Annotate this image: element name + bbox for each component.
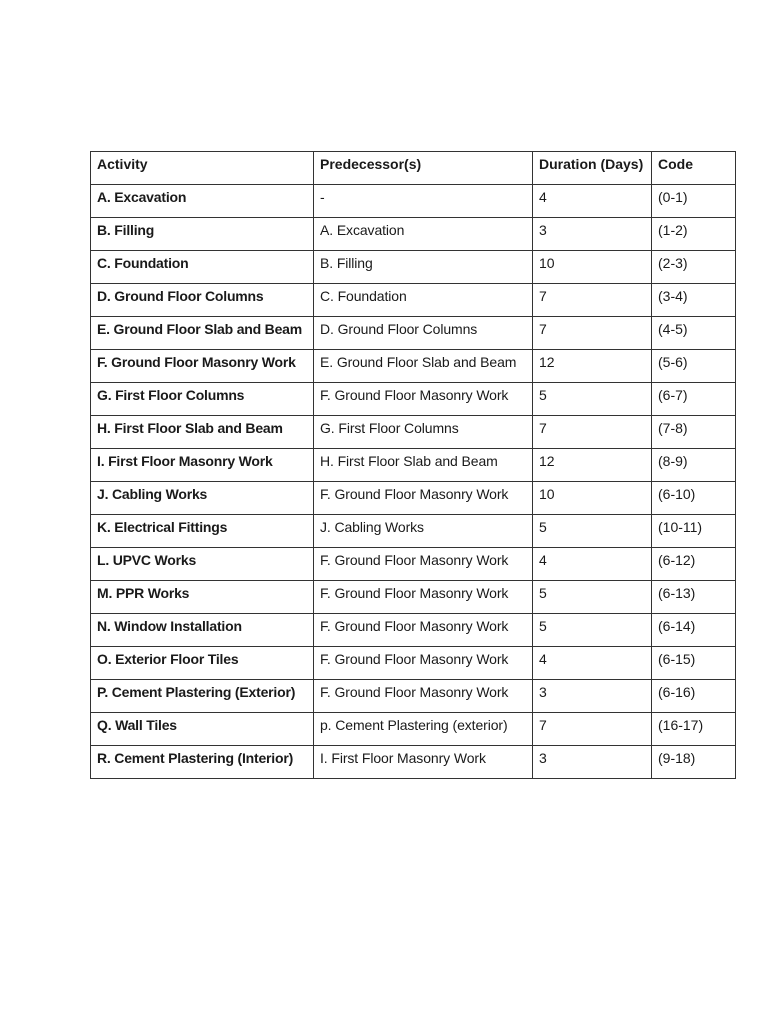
activity-name: O. Exterior Floor Tiles bbox=[91, 647, 314, 680]
activity-table bbox=[90, 151, 736, 779]
header-code: Code bbox=[652, 152, 736, 185]
activity-code: (16-17) bbox=[652, 713, 736, 746]
duration-value: 7 bbox=[533, 416, 652, 449]
predecessor-name: G. First Floor Columns bbox=[314, 416, 533, 449]
activity-code: (8-9) bbox=[652, 449, 736, 482]
activity-code: (6-14) bbox=[652, 614, 736, 647]
predecessor-name: D. Ground Floor Columns bbox=[314, 317, 533, 350]
table-row bbox=[91, 383, 736, 416]
predecessor-name: F. Ground Floor Masonry Work bbox=[314, 548, 533, 581]
activity-code: (6-12) bbox=[652, 548, 736, 581]
activity-name: M. PPR Works bbox=[91, 581, 314, 614]
activity-name: I. First Floor Masonry Work bbox=[91, 449, 314, 482]
activity-name: L. UPVC Works bbox=[91, 548, 314, 581]
activity-code: (10-11) bbox=[652, 515, 736, 548]
activity-code: (6-7) bbox=[652, 383, 736, 416]
predecessor-name: J. Cabling Works bbox=[314, 515, 533, 548]
duration-value: 12 bbox=[533, 449, 652, 482]
activity-name: G. First Floor Columns bbox=[91, 383, 314, 416]
predecessor-name: F. Ground Floor Masonry Work bbox=[314, 482, 533, 515]
duration-value: 3 bbox=[533, 680, 652, 713]
activity-name: D. Ground Floor Columns bbox=[91, 284, 314, 317]
activity-name: C. Foundation bbox=[91, 251, 314, 284]
predecessor-name: I. First Floor Masonry Work bbox=[314, 746, 533, 779]
activity-code: (6-10) bbox=[652, 482, 736, 515]
duration-value: 5 bbox=[533, 383, 652, 416]
duration-value: 5 bbox=[533, 581, 652, 614]
header-predecessor: Predecessor(s) bbox=[314, 152, 533, 185]
table-row bbox=[91, 416, 736, 449]
duration-value: 4 bbox=[533, 185, 652, 218]
activity-name: K. Electrical Fittings bbox=[91, 515, 314, 548]
activity-code: (6-16) bbox=[652, 680, 736, 713]
activity-name: N. Window Installation bbox=[91, 614, 314, 647]
predecessor-name: F. Ground Floor Masonry Work bbox=[314, 647, 533, 680]
predecessor-name: E. Ground Floor Slab and Beam bbox=[314, 350, 533, 383]
duration-value: 7 bbox=[533, 317, 652, 350]
table-row bbox=[91, 647, 736, 680]
table-row bbox=[91, 317, 736, 350]
duration-value: 12 bbox=[533, 350, 652, 383]
table-row bbox=[91, 746, 736, 779]
table-row bbox=[91, 185, 736, 218]
predecessor-name: - bbox=[314, 185, 533, 218]
table-row bbox=[91, 251, 736, 284]
predecessor-name: A. Excavation bbox=[314, 218, 533, 251]
activity-code: (6-13) bbox=[652, 581, 736, 614]
table-header-row bbox=[91, 152, 736, 185]
activity-code: (0-1) bbox=[652, 185, 736, 218]
predecessor-name: F. Ground Floor Masonry Work bbox=[314, 383, 533, 416]
activity-name: E. Ground Floor Slab and Beam bbox=[91, 317, 314, 350]
duration-value: 3 bbox=[533, 218, 652, 251]
activity-name: A. Excavation bbox=[91, 185, 314, 218]
duration-value: 7 bbox=[533, 284, 652, 317]
duration-value: 5 bbox=[533, 614, 652, 647]
activity-code: (9-18) bbox=[652, 746, 736, 779]
activity-name: Q. Wall Tiles bbox=[91, 713, 314, 746]
predecessor-name: F. Ground Floor Masonry Work bbox=[314, 614, 533, 647]
activity-code: (6-15) bbox=[652, 647, 736, 680]
activity-name: R. Cement Plastering (Interior) bbox=[91, 746, 314, 779]
table-row bbox=[91, 350, 736, 383]
activity-code: (4-5) bbox=[652, 317, 736, 350]
duration-value: 10 bbox=[533, 251, 652, 284]
header-activity: Activity bbox=[91, 152, 314, 185]
activity-code: (5-6) bbox=[652, 350, 736, 383]
header-duration: Duration (Days) bbox=[533, 152, 652, 185]
predecessor-name: H. First Floor Slab and Beam bbox=[314, 449, 533, 482]
activity-name: B. Filling bbox=[91, 218, 314, 251]
duration-value: 4 bbox=[533, 647, 652, 680]
table-row bbox=[91, 614, 736, 647]
predecessor-name: p. Cement Plastering (exterior) bbox=[314, 713, 533, 746]
duration-value: 4 bbox=[533, 548, 652, 581]
table-row bbox=[91, 680, 736, 713]
duration-value: 3 bbox=[533, 746, 652, 779]
activity-code: (7-8) bbox=[652, 416, 736, 449]
activity-code: (3-4) bbox=[652, 284, 736, 317]
activity-name: F. Ground Floor Masonry Work bbox=[91, 350, 314, 383]
activity-name: P. Cement Plastering (Exterior) bbox=[91, 680, 314, 713]
table-row bbox=[91, 581, 736, 614]
table-row bbox=[91, 515, 736, 548]
predecessor-name: F. Ground Floor Masonry Work bbox=[314, 680, 533, 713]
predecessor-name: B. Filling bbox=[314, 251, 533, 284]
duration-value: 7 bbox=[533, 713, 652, 746]
duration-value: 10 bbox=[533, 482, 652, 515]
table-row bbox=[91, 449, 736, 482]
table-body bbox=[91, 185, 736, 779]
table-row bbox=[91, 284, 736, 317]
activity-code: (1-2) bbox=[652, 218, 736, 251]
predecessor-name: C. Foundation bbox=[314, 284, 533, 317]
table-row bbox=[91, 548, 736, 581]
table-row bbox=[91, 482, 736, 515]
activity-name: J. Cabling Works bbox=[91, 482, 314, 515]
activity-code: (2-3) bbox=[652, 251, 736, 284]
table-row bbox=[91, 218, 736, 251]
activity-name: H. First Floor Slab and Beam bbox=[91, 416, 314, 449]
predecessor-name: F. Ground Floor Masonry Work bbox=[314, 581, 533, 614]
duration-value: 5 bbox=[533, 515, 652, 548]
table-row bbox=[91, 713, 736, 746]
